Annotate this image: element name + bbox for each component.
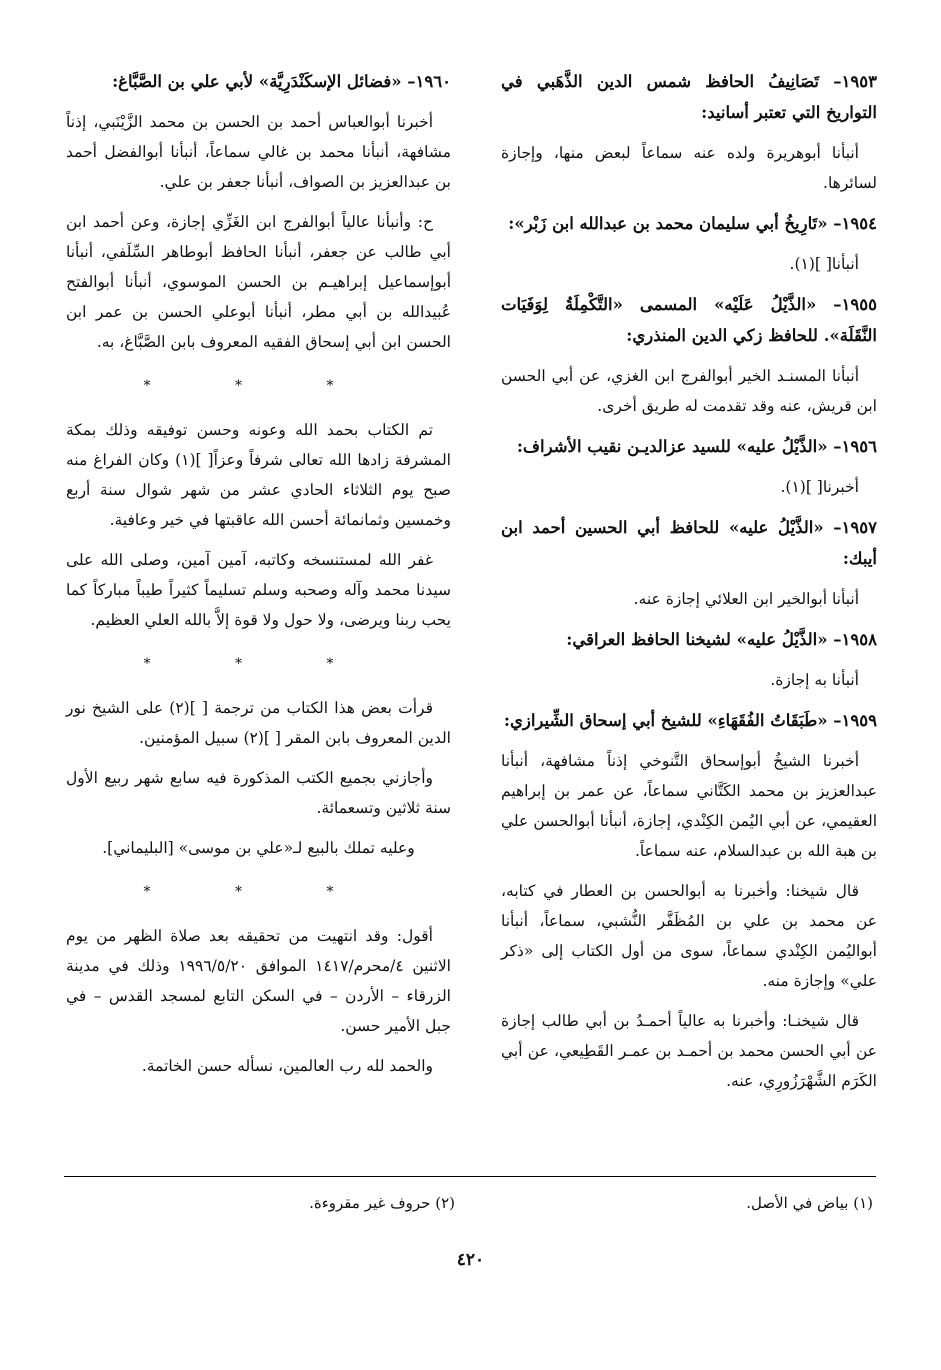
right-column <box>501 66 877 1106</box>
separator-stars: * * * <box>143 378 374 394</box>
page-number: ٤٢٠ <box>456 1250 485 1270</box>
entry-1957-text: أنبأنا أبوالخير ابن العلائي إجازة عنه. <box>633 590 859 608</box>
entry-1958-heading: ١٩٥٨– «الذَّيْلُ عليه» لشيخنا الحافظ العراقي: <box>566 630 877 649</box>
entry-1959-text-3: قال شيخنـا: وأخبرنا به عالياً أحمـدُ بن أبي طالب إجازة عن أبي الحسن محمد بن أحمـد بن عمـر القَطِيعي، عن أبي الكَرَم الشَّهْرَزُورِي، عنه. <box>501 1012 877 1090</box>
entry-1955-heading: ١٩٥٥– «الذَّيْلُ عَلَيْه» المسمى «التَّكْمِلَةُ لِوَفَيَات النَّقَلَة». للحافظ زكي الدين المنذري: <box>501 295 877 345</box>
ownership-note: وعليه تملك بالبيع لـ«علي بن موسى» [البليماني]. <box>102 839 415 857</box>
editor-note: أقول: وقد انتهيت من تحقيقه بعد صلاة الظهر من يوم الاثنين ٤/محرم/١٤١٧ الموافق ١٩٩٦/٥/٢٠ وذلك في مدينة الزرقاء – الأردن – في السكن التابع لمسجد القدس – في جبل الأمير حسن. <box>66 927 451 1035</box>
footnote-2: (٢) حروف غير مقروءة. <box>309 1194 455 1212</box>
colophon-text: تم الكتاب بحمد الله وعونه وحسن توفيقه وذلك بمكة المشرفة زادها الله تعالى شرفاً وعزاً[ ](١) وكان الفراغ منه صبح يوم الثلاثاء الحادي عشر من شهر شوال سنة أربع وخمسين وثمانمائة أحسن الله عاقبتها في خير وعافية. <box>66 421 451 529</box>
entry-1953-text: أنبأنا أبوهريرة ولده عنه سماعاً لبعض منها، وإجازة لسائرها. <box>501 144 877 192</box>
entry-1959-text-1: أخبرنا الشيخُ أبوإسحاق التَّنوخي إذناً مشافهة، أنبأنا عبدالعزيز بن محمد الكَتَّاني سماعاً، عن عمر بن إبراهيم العقيمي، عن أبي اليُمن الكِنْدي، إجازة، أنبأنا أبوالحسن علي بن هبة الله بن عبدالسلام، عنه سماعاً. <box>501 752 877 860</box>
entry-1959-text-2: قال شيخنا: وأخبرنا به أبوالحسن بن العطار في كتابه، عن محمد بن علي بن المُظَفَّر النُّشبي، سماعاً، أنبأنا أبواليُمن الكِنْدي سماعاً، سوى من أول الكتاب إلى «ذكر علي» وإجازة منه. <box>501 882 877 990</box>
entry-1958-text: أنبأنا به إجازة. <box>770 671 859 689</box>
entry-1954-heading: ١٩٥٤– «تَارِيخُ أبي سليمان محمد بن عبدالله ابن زَبْر»: <box>508 214 877 233</box>
footnote-divider <box>64 1176 876 1177</box>
entry-1960-text-2: ح: وأنبأنا عالياً أبوالفرج ابن الغَزِّي إجازة، وعن أحمد ابن أبي طالب عن جعفر، أنبأنا الحافظ أبوطاهر السِّلَفي، أنبأنا أبوإسماعيل إبراهيـم بن الحسن الموسوي، أنبأنا أبوالفتح عُبيدالله بن أبي مطر، أنبأنا أبوعلي الحسن بن عمر ابن الحسن ابن أبي إسحاق الفقيه المعروف بابن الصَّبَّاغ، به. <box>66 213 451 351</box>
entry-1957-heading: ١٩٥٧– «الذَّيْلُ عليه» للحافظ أبي الحسين أحمد ابن أيبك: <box>501 518 877 568</box>
separator-stars: * * * <box>143 884 374 900</box>
entry-1953-heading: ١٩٥٣– تَصَانِيفُ الحافظ شمس الدين الذَّهَبي في التواريخ التي تعتبر أسانيد: <box>501 72 877 122</box>
separator-stars: * * * <box>143 656 374 672</box>
entry-1956-text: أخبرنا[ ](١). <box>780 478 859 496</box>
entry-1960-heading: ١٩٦٠– «فضائل الإسكَنْدَرِيَّة» لأبي علي بن الصَّبَّاغ: <box>112 72 451 91</box>
reading-note-1: قرأت بعض هذا الكتاب من ترجمة [ ](٢) على الشيخ نور الدين المعروف بابن المقر [ ](٢) سبيل المؤمنين. <box>66 699 451 747</box>
footnote-1: (١) بياض في الأصل. <box>746 1194 873 1212</box>
entry-1959-heading: ١٩٥٩– «طَبَقَاتُ الفُقَهَاءِ» للشيخ أبي إسحاق الشِّيرازي: <box>503 711 877 730</box>
entry-1955-text: أنبأنا المسنـد الخير أبوالفرج ابن الغزي، عن أبي الحسن ابن قريش، عنه وقد تقدمت له طريق أخرى. <box>501 367 877 415</box>
entry-1960-text-1: أخبرنا أبوالعباس أحمد بن الحسن بن محمد الزَّيْنَبي، إذناً مشافهة، أنبأنا محمد بن غالي سماعاً، أنبأنا أبوالفضل أحمد بن عبدالعزيز بن الصواف، أنبأنا جعفر بن علي. <box>66 113 451 191</box>
colophon-prayer: غفر الله لمستنسخه وكاتبه، آمين آمين، وصلى الله على سيدنا محمد وآله وصحبه وسلم تسليماً كثيراً طيباً مباركاً كما يحب ربنا ويرضى، ولا حول ولا قوة إلاَّ بالله العلي العظيم. <box>66 551 451 629</box>
entry-1956-heading: ١٩٥٦– «الذَّيْلُ عليه» للسيد عزالديـن نقيب الأشراف: <box>516 437 877 456</box>
closing-prayer: والحمد لله رب العالمين، نسأله حسن الخاتمة. <box>141 1057 433 1075</box>
reading-note-2: وأجازني بجميع الكتب المذكورة فيه سابع شهر ربيع الأول سنة ثلاثين وتسعمائة. <box>66 769 451 817</box>
entry-1954-text: أنبأنا[ ](١). <box>789 255 859 273</box>
left-column <box>66 66 451 1091</box>
